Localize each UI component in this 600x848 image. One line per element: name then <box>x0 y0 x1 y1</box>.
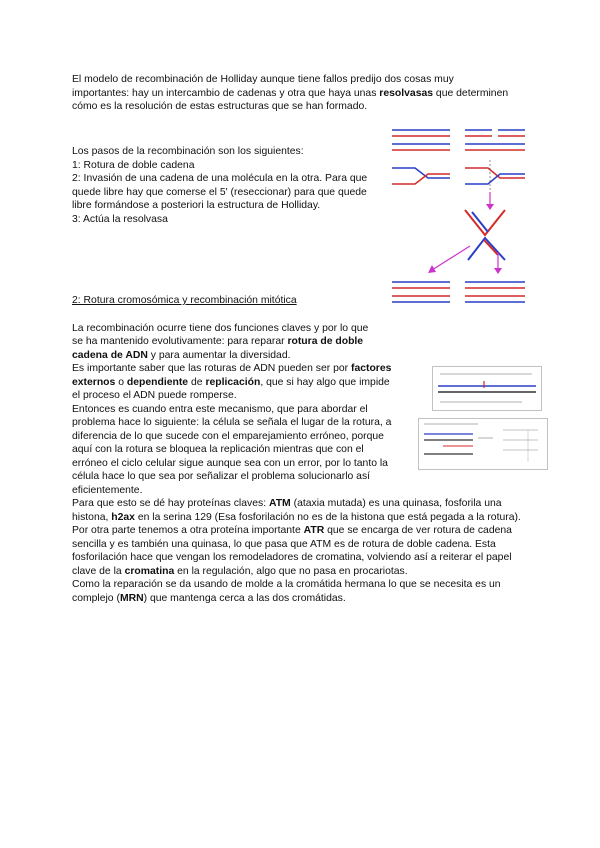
s2p4-text-5: en la regulación, algo que no pasa en procariotas. <box>174 565 408 577</box>
holliday-junction <box>465 210 505 260</box>
section-2-para-2 <box>72 362 392 403</box>
s2p1-text-2: y para aumentar la diversidad. <box>147 349 291 361</box>
s2p2-bold-dependiente: dependiente <box>126 376 189 388</box>
panel-a <box>392 130 450 150</box>
s2p4-text-3: en la serina 129 (Esa fosforilación no es de la histona que está pegada a la rotura). Por otra parte tenemos a otra proteína importante <box>72 511 521 536</box>
steps-heading: Los pasos de la recombinación son los siguientes: <box>72 146 304 157</box>
s2p4-bold-h2ax: h2ax <box>111 511 135 523</box>
s2p1-bold: rotura de doble cadena de ADN <box>72 336 364 361</box>
intro-text-1: El modelo de recombinación de Holliday aunque tiene fallos predijo dos cosas muy importantes: hay un intercambio de cadenas y otra que haya unas <box>72 74 454 99</box>
step-1: 1: Rotura de doble cadena <box>72 159 195 171</box>
section-2-para-5 <box>72 578 527 605</box>
step-3: 3: Actúa la resolvasa <box>72 213 168 225</box>
section-2-para-4 <box>72 497 527 578</box>
s2p1-text-1: La recombinación ocurre tiene dos funciones claves y por lo que se ha mantenido evolutivamente: para reparar <box>72 322 369 347</box>
resolution-arrows <box>428 192 502 274</box>
s2p4-bold-atr: ATR <box>303 525 325 536</box>
s2p4-text-4: que se encarga de ver rotura de cadena sencilla y es también una quinasa, lo que pasa que ATM es de rotura de doble cadena. Esta fosforilación hace que vengan los remodeladores de cromatina, volviendo así a reiterar el papel clave de la <box>72 525 512 577</box>
intro-bold-resolvasas: resolvasas <box>379 87 434 99</box>
panel-c <box>392 168 450 184</box>
section-2-para-1 <box>72 322 372 363</box>
panel-b <box>465 130 525 150</box>
s2p4-bold-cromatina: cromatina <box>124 565 175 577</box>
replication-break-diagram <box>432 366 542 411</box>
s2p2-text-3: de <box>188 376 206 388</box>
replication-fork-diagram <box>418 418 548 470</box>
steps-section <box>72 145 372 226</box>
s2p5-text-2: ) que mantenga cerca a las dos cromátidas. <box>143 592 346 604</box>
s2p2-text-4: , que si hay algo que impide el proceso el ADN puede romperse. <box>72 376 390 401</box>
section-2-para-3: Entonces es cuando entra este mecanismo, que para abordar el problema hace lo siguiente: la célula se señala el lugar de la rotura, a diferencia de lo que sucede con el emparejamiento erróneo, porque aquí con la rotura se bloquea la replicación mientras que con el erróneo el ciclo celular sigue aunque sea con un error, por lo tanto la célula hace lo que sea por señalizar el problema solucionarlo así eficientemente. <box>72 403 392 496</box>
holliday-diagram <box>380 120 540 320</box>
s2p4-text-1: Para que esto se dé hay proteínas claves: <box>72 498 269 509</box>
intro-paragraph <box>72 73 512 114</box>
s2p4-bold-atm: ATM <box>268 498 291 509</box>
s2p5-bold-mrn: MRN <box>119 592 144 604</box>
s2p2-text-2: o <box>115 376 127 388</box>
panel-d <box>465 160 525 190</box>
s2p2-bold-externos: factores externos <box>72 363 392 388</box>
intro-text-2: que determinen cómo es la resolución de estas estructuras que se han formado. <box>72 87 509 112</box>
s2p4-text-2: (ataxia mutada) es una quinasa, fosforila una histona, <box>72 498 502 523</box>
s2p5-text-1: Como la reparación se da usando de molde a la cromátida hermana lo que se necesita es un complejo ( <box>72 579 501 604</box>
section-2-title: 2: Rotura cromosómica y recombinación mitótica <box>72 295 297 306</box>
s2p2-text-1: Es importante saber que las roturas de ADN pueden ser por <box>72 363 351 374</box>
s2p2-bold-replicacion: replicación <box>205 376 261 388</box>
step-2: 2: Invasión de una cadena de una molécula en la otra. Para que quede libre hay que comerse el 5' (reseccionar) para que quede libre formándose a posteriori la estructura de Holliday. <box>72 173 368 211</box>
